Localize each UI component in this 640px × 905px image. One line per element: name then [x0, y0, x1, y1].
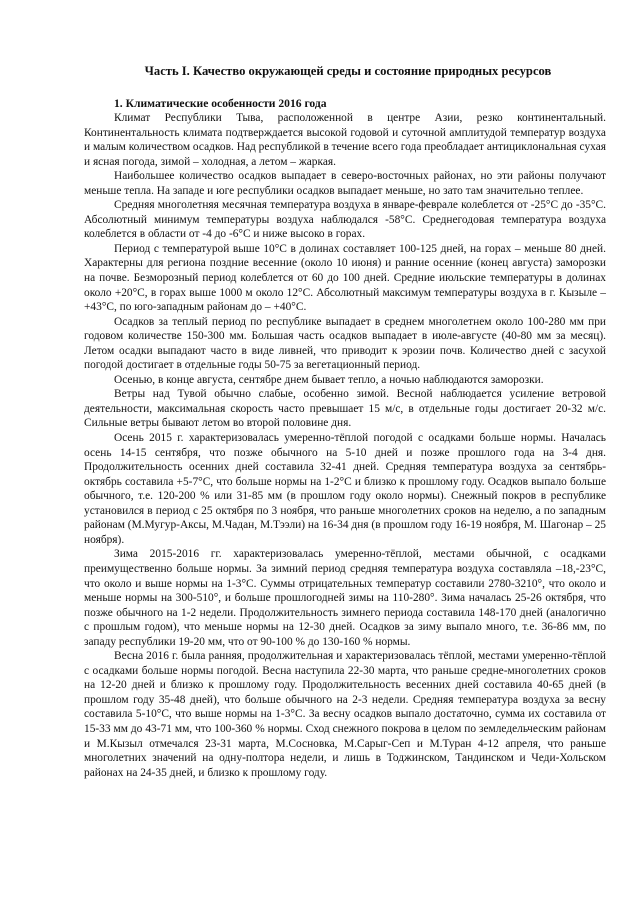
paragraph-autumn-frosts: Осенью, в конце августа, сентябре днем бывает тепло, а ночью наблюдаются заморозки. [114, 373, 544, 386]
paragraph-autumn-2015: Осень 2015 г. характеризовалась умеренно-тёплой погодой с осадками больше нормы. Началась осень 14-15 сентября, что позже обычного на 5-10 дней и позже прошлого года на 3-4 дня. Продолжительность осенних дней составила 32-41 дней. Средняя температура воздуха за сентябрь-октябрь составила +5-7°С, что больше нормы на 1-2°С и близко к прошлому году. Осадков выпало больше обычного, т.е. 120-200 % или 31-85 мм (в прошлом году около нормы). Снежный покров в республике установился в период с 25 октября по 3 ноября, что раньше многолетних сроков на неделю, а по западным районам (М.Мугур-Аксы, М.Чадан, М.Тээли) на 16-34 дня (в прошлом году 16-19 ноября, М. Шагонар – 25 ноября). [84, 432, 606, 546]
paragraph-winter-2015-2016: Зима 2015-2016 гг. характеризовалась умеренно-тёплой, местами обычной, с осадками преимущественно больше нормы. За зимний период средняя температура воздуха составляла –18,-23°С, что около и выше нормы на 1-3°С. Суммы отрицательных температур составили 2780-3210°, что около и меньше нормы на 300-510°, и больше прошлогодней зимы на 110-280°. Зима началась 25-26 октября, что позже обычного на 1-2 недели. Продолжительность зимнего периода составила 148-170 дней (аналогично с прошлым годом), что меньше нормы на 12-30 дней. Осадков за зиму выпало много, т.е. 36-86 мм, по западу республики 19-20 мм, что от 90-100 % до 130-160 % нормы. [84, 548, 606, 648]
paragraph-winter-temperature: Средняя многолетняя месячная температура воздуха в январе-феврале колеблется от -25°С до -35°С. Абсолютный минимум температуры воздуха наблюдался -58°С. Среднегодовая температура воздуха колеблется в области от -4 до -6°С и ниже высоко в горах. [84, 199, 606, 241]
paragraph-precipitation-distribution: Наибольшее количество осадков выпадает в северо-восточных районах, но эти районы получают меньше тепла. На западе и юге республики осадков выпадает меньше, но зато там значительно теплее. [84, 170, 606, 197]
paragraph-warm-precipitation: Осадков за теплый период по республике выпадает в среднем многолетнем около 100-280 мм при годовом количестве 150-300 мм. Большая часть осадков выпадает в июле-августе (40-80 мм за месяц). Летом осадки выпадают часто в виде ливней, что приводит к эрозии почв. Количество дней с засухой погодой достигает в отдельные годы 50-75 за вегетационный период. [84, 315, 606, 372]
paragraph-spring-2016: Весна 2016 г. была ранняя, продолжительная и характеризовалась тёплой, местами умеренно-тёплой с осадками больше нормы погодой. Весна наступила 22-30 марта, что раньше средне-многолетних сроков на 12-20 дней и близко к прошлому году. Продолжительность весенних дней составила 40-65 дней (в прошлом году 35-48 дней), что больше обычного на 2-3 недели. Средняя температура воздуха за весну составила 5-10°С, что выше нормы на 1-3°С. За весну осадков выпало достаточно, сумма их составила от 15-33 мм до 43-71 мм, что 100-360 % нормы. Сход снежного покрова в целом по земледельческим районам и М.Кызыл отмечался 23-31 марта, М.Сосновка, М.Сарыг-Сеп и М.Туран 4-12 апреля, что раньше многолетних значений на одну-полтора недели, и лишь в Тоджинском, Тандинском и Чеди-Хольском районах на 24-35 дней, и близко к прошлому году. [84, 650, 606, 779]
paragraph-warm-period: Период с температурой выше 10°С в долинах составляет 100-125 дней, на горах – меньше 80 дней. Характерны для региона поздние весенние (около 10 июня) и ранние осенние (конец августа) заморозки на почве. Безморозный период колеблется от 60 до 100 дней. Средние июльские температуры в долинах около +20°С, в горах выше 1000 м около 12°С. Абсолютный максимум температуры воздуха в г. Кызыле – +43°С, по юго-западным районам до – +40°С. [84, 242, 606, 314]
paragraph-winds: Ветры над Тувой обычно слабые, особенно зимой. Весной наблюдается усиление ветровой деятельности, максимальная скорость часто превышает 15 м/с, в отдельные годы достигает 20-32 м/с. Сильные ветры бывают летом во второй половине дня. [84, 388, 606, 430]
paragraph-climate-overview: Климат Республики Тыва, расположенной в центре Азии, резко континентальный. Континентальность климата подтверждается высокой годовой и суточной амплитудой температур воздуха и малым количеством осадков. Над республикой в течение всего года преобладает антициклональная сухая и ясная погода, зимой – холодная, а летом – жаркая. [84, 112, 606, 168]
section-heading: 1. Климатические особенности 2016 года [114, 97, 327, 110]
part-title: Часть I. Качество окружающей среды и состояние природных ресурсов [144, 64, 552, 78]
